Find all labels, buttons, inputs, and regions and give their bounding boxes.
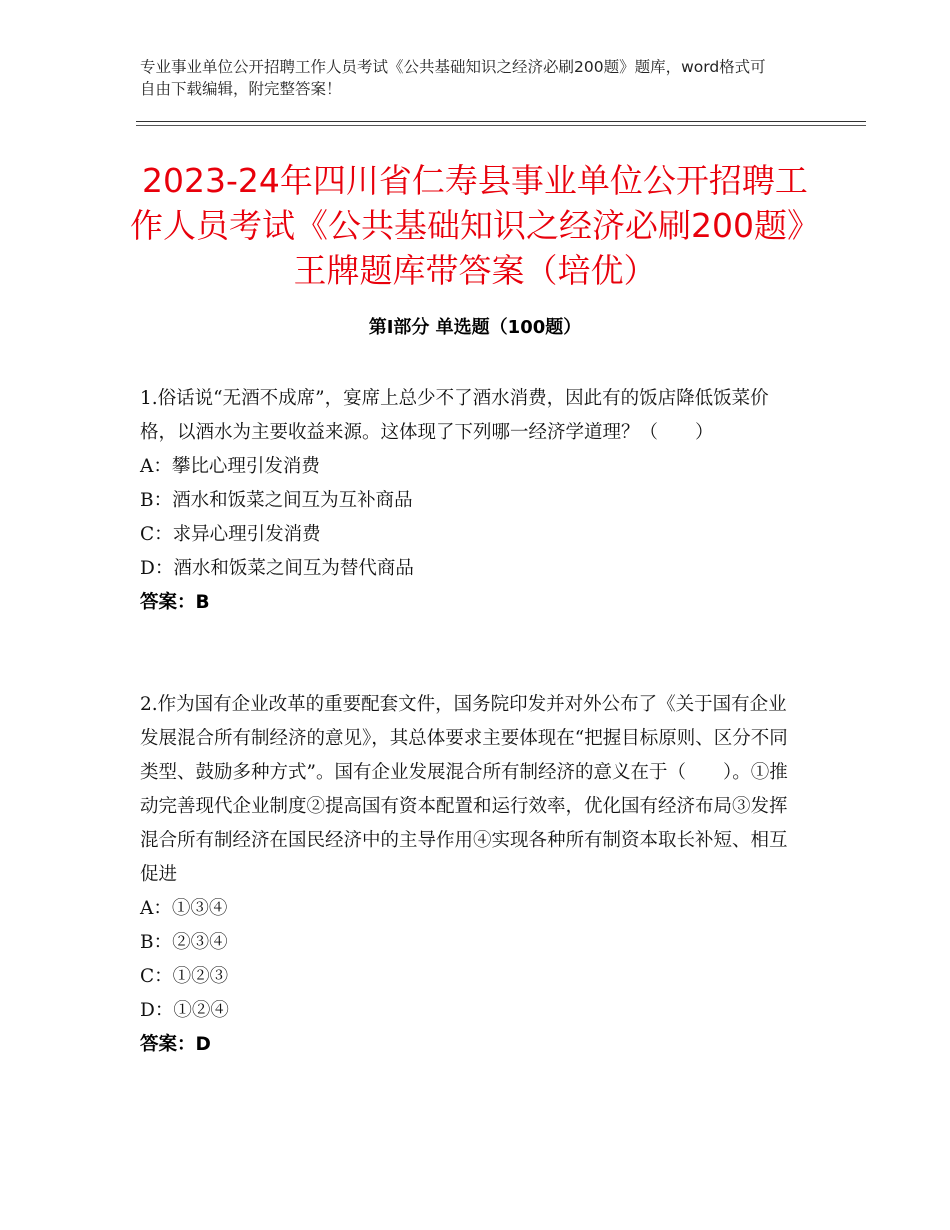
question-stem: 2.作为国有企业改革的重要配套文件，国务院印发并对外公布了《关于国有企业发展混合所有制经济的意见》，其总体要求主要体现在“把握目标原则、区分不同类型、鼓励多种方式”。国有企业发展混合所有制经济的意义在于（ ）。①推动完善现代企业制度②提高国有资本配置和运行效率，优化国有经济布局③发挥混合所有制经济在国民经济中的主导作用④实现各种所有制资本取长补短、相互促进 [140, 694, 788, 885]
option-b: B：酒水和饭菜之间互为互补商品 [140, 490, 413, 511]
option-c: C：①②③ [140, 966, 229, 987]
section-heading: 第Ⅰ部分 单选题（100题） [368, 317, 582, 338]
option-a: A：①③④ [140, 898, 228, 919]
option-a: A：攀比心理引发消费 [140, 456, 320, 477]
header-rule-thin [136, 125, 866, 126]
question-stem: 1.俗话说“无酒不成席”，宴席上总少不了酒水消费，因此有的饭店降低饭菜价格，以酒水为主要收益来源。这体现了下列哪一经济学道理？（ ） [140, 388, 769, 443]
option-c: C：求异心理引发消费 [140, 524, 321, 545]
option-d: D：酒水和饭菜之间互为替代商品 [140, 558, 414, 579]
answer: 答案：D [140, 1034, 211, 1055]
question-1 [140, 382, 800, 620]
header-rule-thick [136, 121, 866, 122]
document-title: 2023-24年四川省仁寿县事业单位公开招聘工作人员考试《公共基础知识之经济必刷200题》王牌题库带答案（培优） [130, 161, 820, 290]
answer: 答案：B [140, 592, 210, 613]
option-b: B：②③④ [140, 932, 228, 953]
header-note: 专业事业单位公开招聘工作人员考试《公共基础知识之经济必刷200题》题库，word格式可自由下载编辑，附完整答案！ [140, 58, 766, 98]
question-2 [140, 688, 800, 1062]
option-d: D：①②④ [140, 1000, 229, 1021]
